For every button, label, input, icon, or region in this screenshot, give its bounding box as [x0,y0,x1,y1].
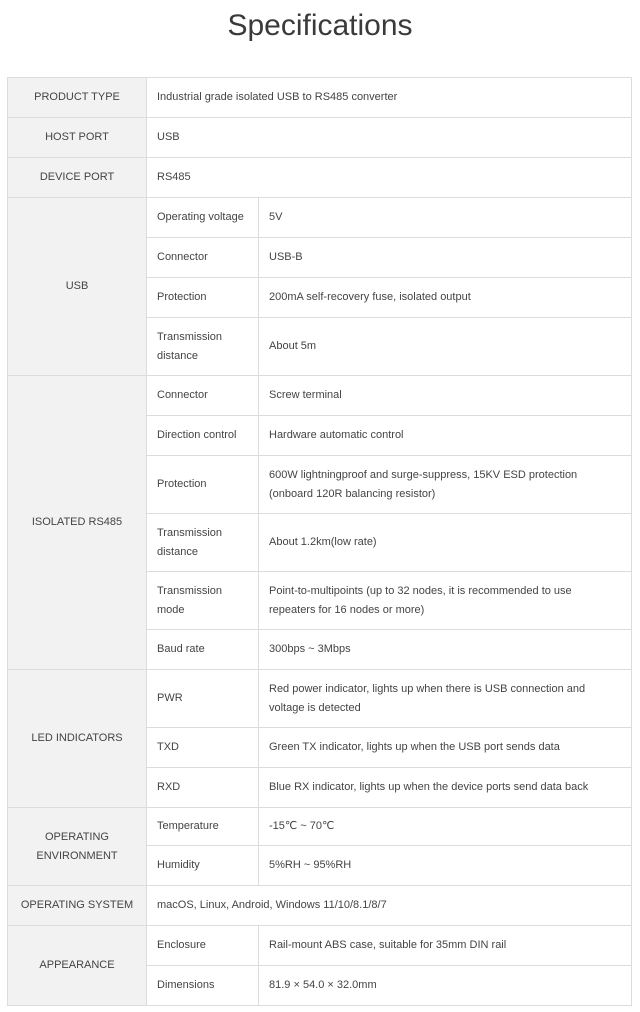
table-row [8,198,632,238]
rs485-spec-name: Connector [147,376,259,416]
rs485-spec-name: Baud rate [147,630,259,670]
row-header-usb: USB [8,198,147,376]
row-header-appearance: APPEARANCE [8,926,147,1006]
spec-table [7,77,632,1006]
appearance-spec-name: Dimensions [147,966,259,1006]
led-spec-name: TXD [147,728,259,768]
row-header-device-port: DEVICE PORT [8,158,147,198]
host-port-value: USB [147,118,632,158]
led-spec-name: RXD [147,768,259,808]
row-header-operating-system: OPERATING SYSTEM [8,886,147,926]
usb-spec-value: 5V [259,198,632,238]
table-row [8,886,632,926]
rs485-spec-value: 600W lightningproof and surge-suppress, 15KV ESD protection (onboard 120R balancing resistor) [259,456,632,514]
rs485-spec-value: About 1.2km(low rate) [259,514,632,572]
appearance-spec-value: 81.9 × 54.0 × 32.0mm [259,966,632,1006]
usb-spec-value: USB-B [259,238,632,278]
usb-spec-name: Transmission distance [147,318,259,376]
rs485-spec-value: Hardware automatic control [259,416,632,456]
row-header-led-indicators: LED INDICATORS [8,670,147,808]
rs485-spec-name: Transmission distance [147,514,259,572]
row-header-isolated-rs485: ISOLATED RS485 [8,376,147,670]
operating-system-value: macOS, Linux, Android, Windows 11/10/8.1/8/7 [147,886,632,926]
table-row [8,158,632,198]
usb-spec-value: 200mA self-recovery fuse, isolated output [259,278,632,318]
rs485-spec-name: Protection [147,456,259,514]
env-spec-name: Humidity [147,846,259,886]
row-header-operating-environment: OPERATING ENVIRONMENT [8,808,147,886]
page-title: Specifications [227,9,413,42]
rs485-spec-value: Point-to-multipoints (up to 32 nodes, it is recommended to use repeaters for 16 nodes or more) [259,572,632,630]
env-spec-name: Temperature [147,808,259,846]
led-spec-name: PWR [147,670,259,728]
appearance-spec-value: Rail-mount ABS case, suitable for 35mm DIN rail [259,926,632,966]
row-header-product-type: PRODUCT TYPE [8,78,147,118]
usb-spec-value: About 5m [259,318,632,376]
table-row [8,670,632,728]
table-row [8,376,632,416]
device-port-value: RS485 [147,158,632,198]
rs485-spec-name: Transmission mode [147,572,259,630]
usb-spec-name: Protection [147,278,259,318]
env-spec-value: 5%RH ~ 95%RH [259,846,632,886]
led-spec-value: Green TX indicator, lights up when the USB port sends data [259,728,632,768]
usb-spec-name: Operating voltage [147,198,259,238]
table-row [8,118,632,158]
table-row [8,926,632,966]
led-spec-value: Blue RX indicator, lights up when the device ports send data back [259,768,632,808]
table-row [8,808,632,846]
table-row [8,78,632,118]
led-spec-value: Red power indicator, lights up when there is USB connection and voltage is detected [259,670,632,728]
rs485-spec-value: Screw terminal [259,376,632,416]
appearance-spec-name: Enclosure [147,926,259,966]
env-spec-value: -15℃ ~ 70℃ [259,808,632,846]
product-type-value: Industrial grade isolated USB to RS485 converter [147,78,632,118]
rs485-spec-value: 300bps ~ 3Mbps [259,630,632,670]
usb-spec-name: Connector [147,238,259,278]
row-header-host-port: HOST PORT [8,118,147,158]
rs485-spec-name: Direction control [147,416,259,456]
